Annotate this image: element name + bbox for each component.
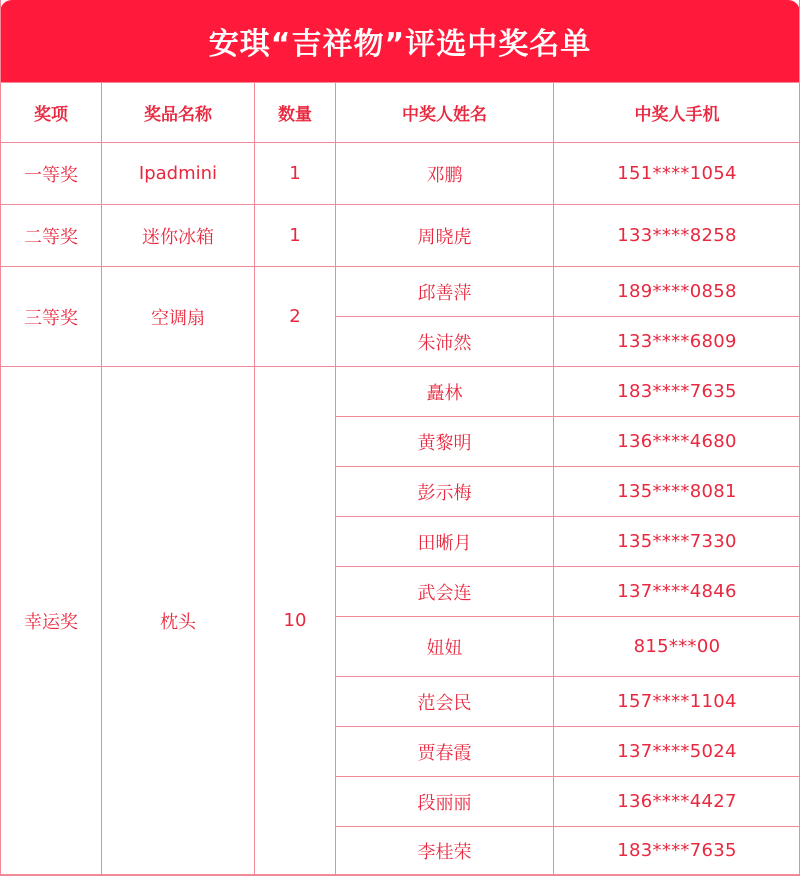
column-header-item: 奖品名称 [102,83,255,143]
prize-item: Ipadmini [102,143,255,205]
table-row [1,143,800,205]
prize-tier: 三等奖 [1,267,102,367]
winner-phone: 135****8081 [554,467,800,517]
winner-name: 妞妞 [336,617,554,677]
winner-name: 黄黎明 [336,417,554,467]
column-header-qty: 数量 [255,83,336,143]
winner-name: 段丽丽 [336,777,554,827]
winner-name: 李桂荣 [336,827,554,875]
winner-phone: 815***00 [554,617,800,677]
prize-tier: 一等奖 [1,143,102,205]
prize-item: 空调扇 [102,267,255,367]
winner-name: 周晓虎 [336,205,554,267]
prize-item: 枕头 [102,367,255,875]
winner-phone: 133****6809 [554,317,800,367]
table-row [1,205,800,267]
prize-qty: 1 [255,143,336,205]
winner-phone: 135****7330 [554,517,800,567]
winner-phone: 183****7635 [554,367,800,417]
winner-phone: 136****4680 [554,417,800,467]
column-header-name: 中奖人姓名 [336,83,554,143]
prize-qty: 10 [255,367,336,875]
winner-phone: 133****8258 [554,205,800,267]
winner-phone: 137****5024 [554,727,800,777]
winner-phone: 151****1054 [554,143,800,205]
winner-name: 邱善萍 [336,267,554,317]
winner-name: 田晰月 [336,517,554,567]
winner-name: 朱沛然 [336,317,554,367]
column-header-phone: 中奖人手机 [554,83,800,143]
winner-phone: 137****4846 [554,567,800,617]
winner-phone: 183****7635 [554,827,800,875]
winner-phone: 136****4427 [554,777,800,827]
prize-qty: 2 [255,267,336,367]
winner-name: 武会连 [336,567,554,617]
page-title: 安琪“吉祥物”评选中奖名单 [0,0,800,82]
table-header-row [1,83,800,143]
winner-name: 彭示梅 [336,467,554,517]
prize-item: 迷你冰箱 [102,205,255,267]
prize-tier: 二等奖 [1,205,102,267]
prize-qty: 1 [255,205,336,267]
column-header-tier: 奖项 [1,83,102,143]
winner-name: 范会民 [336,677,554,727]
winner-name: 矗林 [336,367,554,417]
winners-table [0,82,800,875]
prize-tier: 幸运奖 [1,367,102,875]
table-row [1,267,800,317]
winner-name: 邓鹏 [336,143,554,205]
winner-name: 贾春霞 [336,727,554,777]
table-row [1,367,800,417]
winner-phone: 157****1104 [554,677,800,727]
winner-phone: 189****0858 [554,267,800,317]
